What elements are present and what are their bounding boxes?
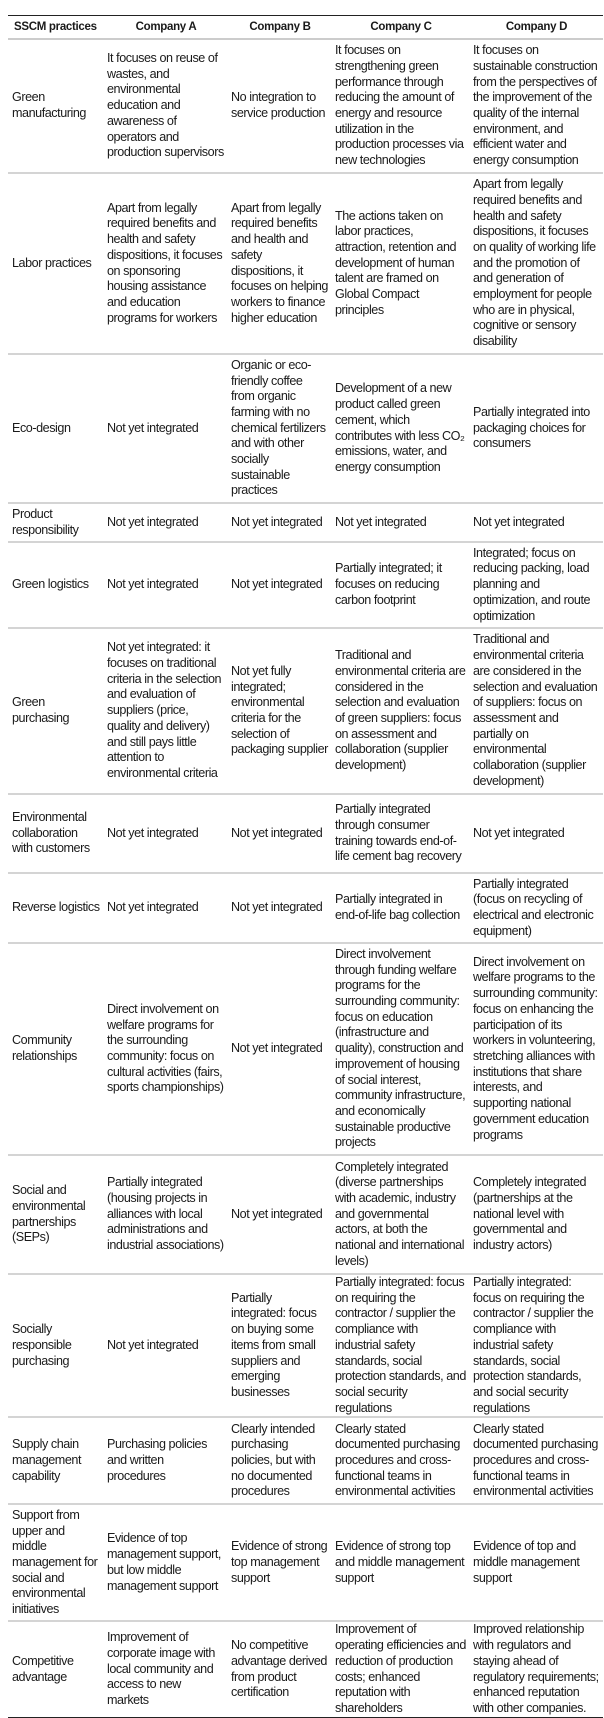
table-row [8,1621,603,1717]
company-c-cell: Partially integrated; it focuses on reducing carbon footprint [332,542,470,628]
company-b-cell: Clearly intended purchasing policies, but with no documented procedures [228,1417,332,1504]
header-company-c: Company C [332,16,470,40]
practice-cell: Support from upper and middle management for social and environmental initiatives [8,1504,104,1621]
header-company-a: Company A [104,16,228,40]
practice-cell: Green logistics [8,542,104,628]
company-c-cell: Traditional and environmental criteria are considered in the selection and evaluation of green suppliers: focus on assessment and collaboration (supplier development) [332,628,470,794]
company-c-cell: Direct involvement through funding welfare programs for the surrounding community: focus on education (infrastructure and quality), construction and improvement of housing of social interest, community infrastructure, and economically sustainable productive projects [332,943,470,1155]
company-a-cell: Not yet integrated [104,1274,228,1417]
practice-cell: Eco-design [8,354,104,503]
company-d-cell: Traditional and environmental criteria are considered in the selection and evaluation of suppliers: focus on assessment and partially on environmental collaboration (supplier development) [470,628,603,794]
table-row [8,173,603,354]
practice-cell: Socially responsible purchasing [8,1274,104,1417]
company-b-cell: No integration to service production [228,39,332,173]
company-a-cell: Not yet integrated [104,503,228,542]
table-row [8,354,603,503]
practice-cell: Product responsibility [8,503,104,542]
table-row [8,628,603,794]
company-c-cell: Completely integrated (diverse partnerships with academic, industry and governmental actors, at both the national and international levels) [332,1155,470,1274]
practice-cell: Green purchasing [8,628,104,794]
company-c-cell: It focuses on strengthening green performance through reducing the amount of energy and resource utilization in the production processes via new technologies [332,39,470,173]
company-b-cell: Not yet integrated [228,943,332,1155]
company-d-cell: It focuses on sustainable construction from the perspectives of the improvement of the quality of the internal environment, and efficient water and energy consumption [470,39,603,173]
practice-cell: Supply chain management capability [8,1417,104,1504]
company-b-cell: Not yet integrated [228,1155,332,1274]
company-c-cell: Partially integrated: focus on requiring the contractor / supplier the compliance with industrial safety standards, social protection standards, and social security regulations [332,1274,470,1417]
company-c-cell: Evidence of strong top and middle management support [332,1504,470,1621]
header-company-b: Company B [228,16,332,40]
table-row [8,943,603,1155]
company-d-cell: Completely integrated (partnerships at the national level with governmental and industry actors) [470,1155,603,1274]
header-company-d: Company D [470,16,603,40]
company-a-cell: Not yet integrated [104,542,228,628]
table-row [8,1417,603,1504]
header-row [8,16,603,40]
company-a-cell: Not yet integrated: it focuses on traditional criteria in the selection and evaluation of suppliers (price, quality and delivery) and still pays little attention to environmental criteria [104,628,228,794]
company-d-cell: Evidence of top and middle management support [470,1504,603,1621]
company-b-cell: Not yet integrated [228,503,332,542]
company-c-cell: Development of a new product called green cement, which contributes with less CO₂ emissions, water, and energy consumption [332,354,470,503]
company-b-cell: Evidence of strong top management support [228,1504,332,1621]
company-a-cell: Not yet integrated [104,354,228,503]
company-b-cell: Partially integrated: focus on buying some items from small suppliers and emerging businesses [228,1274,332,1417]
company-b-cell: Organic or eco-friendly coffee from organic farming with no chemical fertilizers and with other socially sustainable practices [228,354,332,503]
practice-cell: Green manufacturing [8,39,104,173]
company-d-cell: Improved relationship with regulators and staying ahead of regulatory requirements; enhanced reputation with other companies. [473,1622,599,1715]
practice-cell: Labor practices [8,173,104,354]
company-a-cell: Apart from legally required benefits and health and safety dispositions, it focuses on sponsoring housing assistance and education programs for workers [104,173,228,354]
company-c-cell: Partially integrated through consumer training towards end-of-life cement bag recovery [332,794,470,873]
table-row [8,39,603,173]
practice-cell: Competitive advantage [12,1653,74,1684]
company-c-cell: The actions taken on labor practices, attraction, retention and development of human talent are framed on Global Compact principles [332,173,470,354]
company-d-cell: Integrated; focus on reducing packing, load planning and optimization, and route optimization [470,542,603,628]
company-b-cell: No competitive advantage derived from product certification [231,1638,327,1700]
table-row [8,794,603,873]
company-d-cell: Apart from legally required benefits and health and safety dispositions, it focuses on quality of working life and the promotion of and generation of employment for people who are in physical, cognitive or sensory disability [470,173,603,354]
company-a-cell: Improvement of corporate image with local community and access to new markets [107,1630,215,1708]
company-a-cell: Partially integrated (housing projects in alliances with local administrations and industrial associations) [104,1155,228,1274]
table-row [8,1274,603,1417]
company-b-cell: Not yet integrated [228,794,332,873]
company-d-cell: Partially integrated into packaging choices for consumers [470,354,603,503]
company-b-cell: Not yet fully integrated; environmental criteria for the selection of packaging supplier [228,628,332,794]
table-row [8,1155,603,1274]
table-row [8,1504,603,1621]
company-c-cell: Not yet integrated [332,503,470,542]
table-row [8,873,603,943]
company-d-cell: Partially integrated: focus on requiring the contractor / supplier the compliance with industrial safety standards, social protection standards, and social security regulations [470,1274,603,1417]
practice-cell: Reverse logistics [8,873,104,943]
company-d-cell: Partially integrated (focus on recycling of electrical and electronic equipment) [470,873,603,943]
company-c-cell: Improvement of operating efficiencies and reduction of production costs; enhanced reputation with shareholders [335,1622,466,1715]
table-body [8,39,603,1717]
practice-cell: Social and environmental partnerships (SEPs) [8,1155,104,1274]
company-d-cell: Direct involvement on welfare programs to the surrounding community: focus on enhancing the participation of its workers in volunteering, stretching alliances with institutions that share interests, and supporting national government education programs [470,943,603,1155]
sscm-practices-table [8,15,603,1718]
company-c-cell: Clearly stated documented purchasing procedures and cross-functional teams in environmental activities [332,1417,470,1504]
company-b-cell: Not yet integrated [228,873,332,943]
company-a-cell: Direct involvement on welfare programs for the surrounding community: focus on cultural activities (fairs, sports championships) [104,943,228,1155]
company-a-cell: Evidence of top management support, but low middle management support [104,1504,228,1621]
practice-cell: Environmental collaboration with customers [8,794,104,873]
company-a-cell: Purchasing policies and written procedures [104,1417,228,1504]
company-b-cell: Apart from legally required benefits and health and safety dispositions, it focuses on helping workers to finance higher education [228,173,332,354]
company-d-cell: Not yet integrated [470,503,603,542]
company-c-cell: Partially integrated in end-of-life bag collection [332,873,470,943]
header-practices: SSCM practices [8,16,104,40]
company-a-cell: Not yet integrated [104,794,228,873]
company-a-cell: It focuses on reuse of wastes, and environmental education and awareness of operators and production supervisors [104,39,228,173]
practice-cell: Community relationships [8,943,104,1155]
company-d-cell: Not yet integrated [470,794,603,873]
table-row [8,503,603,542]
company-b-cell: Not yet integrated [228,542,332,628]
company-a-cell: Not yet integrated [104,873,228,943]
table-row [8,542,603,628]
company-d-cell: Clearly stated documented purchasing procedures and cross-functional teams in environmental activities [470,1417,603,1504]
